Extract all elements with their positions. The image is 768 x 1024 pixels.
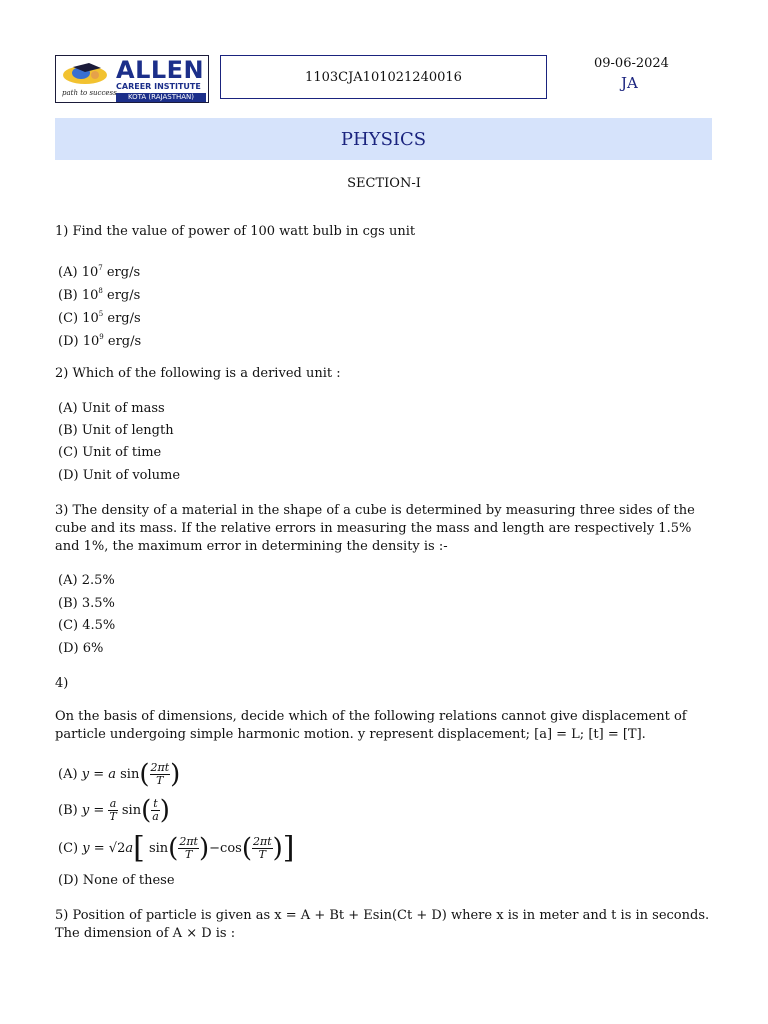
- allen-logo: [55, 55, 209, 103]
- question-2-option-c[interactable]: [58, 444, 161, 462]
- eq-sign: =: [93, 767, 105, 782]
- paper-code-box: [220, 55, 547, 99]
- question-4-text: On the basis of dimensions, decide which of the following relations cannot give displacement of particle undergoing simple harmonic motion. y represent displacement; [a] = L; [t] = [T].: [55, 709, 687, 742]
- option-equation: y = a sin( $\frac{2\pi t}{T}$ ): [81, 759, 181, 790]
- eq-fraction: $\frac{a}{T}$: [109, 797, 117, 823]
- eq-var: y: [81, 803, 90, 818]
- option-label: (D): [58, 468, 79, 483]
- option-equation: y = $\frac{a}{T}$ sin( $\frac{t}{a}$ ): [81, 795, 170, 826]
- option-label: (D): [58, 334, 79, 349]
- eq-fraction: $\frac{t}{a}$: [152, 797, 159, 823]
- option-label: (A): [58, 265, 78, 280]
- eq-var: a: [108, 767, 116, 782]
- graduate-mascot-icon: [59, 59, 111, 85]
- question-4-option-d[interactable]: [58, 872, 175, 890]
- logo-tagline: path to success: [62, 89, 117, 97]
- question-2-option-a[interactable]: [58, 400, 165, 418]
- logo-brand-text: ALLEN: [116, 56, 205, 84]
- option-label: (D): [58, 873, 79, 888]
- option-label: (B): [58, 803, 78, 818]
- question-3-option-a[interactable]: [58, 572, 115, 590]
- question-3-option-d[interactable]: [58, 640, 103, 658]
- question-4-option-b[interactable]: [58, 795, 170, 826]
- option-text: Unit of mass: [81, 401, 165, 416]
- question-1-option-d[interactable]: [58, 328, 141, 351]
- option-base: 10: [81, 265, 99, 280]
- eq-var: y: [82, 841, 90, 856]
- option-label: (B): [58, 288, 78, 303]
- option-unit: erg/s: [107, 334, 142, 349]
- option-base: 10: [82, 311, 99, 326]
- eq-fn: sin: [148, 841, 169, 856]
- subject-title: PHYSICS: [340, 128, 427, 150]
- option-label: (C): [58, 311, 79, 326]
- eq-var: y: [81, 767, 90, 782]
- question-2-text: 2) Which of the following is a derived unit :: [55, 366, 341, 381]
- option-label: (B): [58, 423, 78, 438]
- section-heading: SECTION-I: [347, 176, 421, 191]
- option-base: 10: [81, 288, 99, 303]
- eq-fn: sin: [120, 767, 140, 782]
- question-3-option-c[interactable]: [58, 617, 115, 635]
- option-text: 4.5%: [82, 618, 116, 633]
- question-4-option-c[interactable]: [58, 830, 295, 866]
- exam-date: 09-06-2024: [594, 56, 669, 71]
- logo-institute-text: CAREER INSTITUTE: [116, 82, 201, 91]
- question-2-option-b[interactable]: [58, 422, 174, 440]
- eq-fraction: $\frac{2\pi t}{T}$: [179, 835, 198, 861]
- option-label: (A): [58, 573, 78, 588]
- option-text: Unit of volume: [82, 468, 181, 483]
- option-label: (C): [58, 618, 79, 633]
- question-5-text: 5) Position of particle is given as x = A + Bt + Esin(Ct + D) where x is in meter and t is in seconds. The dimension of A × D is :: [55, 908, 710, 941]
- option-unit: erg/s: [107, 288, 141, 303]
- option-equation: y = √2a[ sin( $\frac{2\pi t}{T}$ )−cos( $\frac{2\pi t}{T}$ )]: [82, 830, 295, 866]
- question-4-number: 4): [55, 676, 69, 691]
- eq-minus: −: [209, 841, 221, 856]
- option-exponent: 9: [99, 333, 104, 341]
- eq-sign: =: [93, 803, 105, 818]
- option-text: None of these: [82, 873, 175, 888]
- option-label: (C): [58, 445, 79, 460]
- eq-fn: sin: [121, 803, 142, 818]
- option-unit: erg/s: [106, 265, 141, 280]
- question-3-text: 3) The density of a material in the shape of a cube is determined by measuring three sides of the cube and its mass. If the relative errors in measuring the mass and length are respectively 1.5% and 1%, the maximum error in determining the density is :-: [55, 503, 695, 554]
- stream-code: JA: [621, 74, 638, 92]
- option-label: (D): [58, 641, 79, 656]
- option-label: (B): [58, 596, 78, 611]
- question-1-option-b[interactable]: [58, 282, 140, 305]
- eq-fn: cos: [220, 841, 242, 856]
- eq-var: a: [125, 841, 134, 856]
- option-text: 3.5%: [81, 596, 115, 611]
- option-text: 2.5%: [81, 573, 115, 588]
- option-label: (C): [58, 841, 79, 856]
- question-2-option-d[interactable]: [58, 467, 180, 485]
- option-text: 6%: [82, 641, 104, 656]
- subject-banner: [55, 118, 712, 160]
- option-exponent: 7: [98, 264, 103, 272]
- option-exponent: 5: [98, 310, 104, 318]
- question-4-option-a[interactable]: [58, 759, 181, 790]
- logo-location-text: KOTA (RAJASTHAN): [116, 93, 206, 102]
- eq-fraction: $\frac{2\pi t}{T}$: [252, 835, 272, 861]
- option-label: (A): [58, 767, 78, 782]
- option-text: Unit of length: [81, 423, 174, 438]
- question-1-text: 1) Find the value of power of 100 watt bulb in cgs unit: [55, 224, 416, 239]
- eq-fraction: $\frac{2\pi t}{T}$: [150, 761, 170, 787]
- option-text: Unit of time: [82, 445, 162, 460]
- option-label: (A): [58, 401, 78, 416]
- question-1-option-c[interactable]: [58, 305, 141, 328]
- option-exponent: 8: [98, 287, 103, 295]
- question-1-option-a[interactable]: [58, 259, 140, 282]
- eq-root: √2: [108, 841, 126, 856]
- option-base: 10: [82, 334, 100, 349]
- paper-code: 1103CJA101021240016: [305, 69, 462, 85]
- eq-sign: =: [93, 841, 105, 856]
- option-unit: erg/s: [107, 311, 141, 326]
- question-3-option-b[interactable]: [58, 595, 115, 613]
